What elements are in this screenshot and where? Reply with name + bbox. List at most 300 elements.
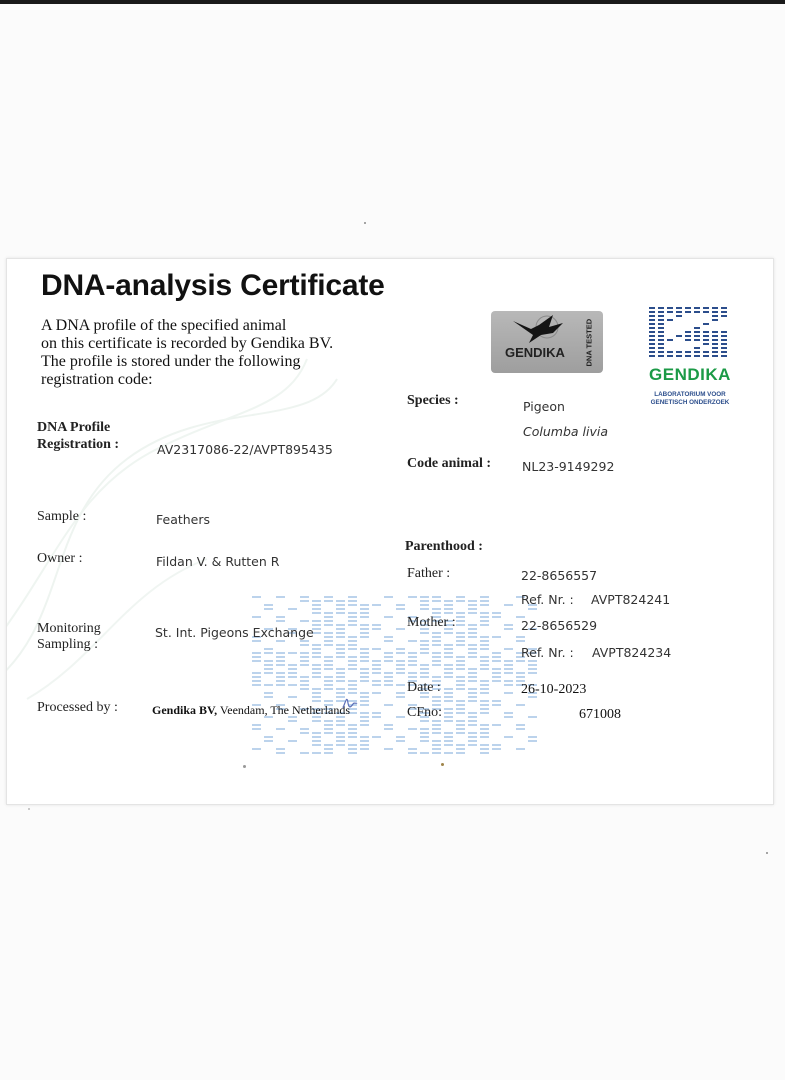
- pattern-dash: [252, 748, 261, 750]
- pattern-dash: [384, 676, 393, 678]
- pattern-dash: [396, 672, 405, 674]
- pattern-dash: [721, 335, 727, 337]
- pattern-dash: [649, 311, 655, 313]
- logo-tagline: [637, 391, 743, 406]
- logo-tagline-line: LABORATORIUM VOOR: [654, 391, 726, 398]
- pattern-dash: [324, 748, 333, 750]
- pattern-dash: [408, 752, 417, 754]
- pattern-dash: [676, 311, 682, 313]
- pattern-dash: [288, 696, 297, 698]
- pattern-dash: [649, 331, 655, 333]
- pattern-dash: [372, 716, 381, 718]
- species-label: Species :: [407, 393, 459, 408]
- parenthood-label: Parenthood :: [405, 539, 483, 554]
- pattern-dash: [492, 612, 501, 614]
- pattern-dash: [336, 724, 345, 726]
- badge-dna-tested: DNA TESTED: [584, 318, 594, 367]
- pattern-dash: [432, 752, 441, 754]
- pattern-dash: [396, 660, 405, 662]
- pattern-dash: [384, 636, 393, 638]
- pattern-dash: [396, 716, 405, 718]
- logo-tagline-line: GENETISCH ONDERZOEK: [650, 398, 730, 406]
- pattern-dash: [420, 732, 429, 734]
- pattern-dash: [504, 692, 513, 694]
- pattern-dash: [492, 660, 501, 662]
- pattern-dash: [676, 315, 682, 317]
- pattern-dash: [432, 640, 441, 642]
- pattern-dash: [456, 732, 465, 734]
- pattern-dash: [492, 680, 501, 682]
- pattern-dash: [504, 680, 513, 682]
- pattern-dash: [456, 676, 465, 678]
- pattern-dash: [528, 740, 537, 742]
- pattern-dash: [300, 752, 309, 754]
- pattern-dash: [492, 748, 501, 750]
- pattern-dash: [712, 319, 718, 321]
- pattern-dash: [336, 720, 345, 722]
- pattern-dash: [444, 656, 453, 658]
- pattern-dash: [408, 676, 417, 678]
- pattern-dash: [264, 660, 273, 662]
- pattern-dash: [396, 740, 405, 742]
- pattern-dash: [312, 700, 321, 702]
- pattern-dash: [703, 343, 709, 345]
- pattern-dash: [348, 748, 357, 750]
- pattern-dash: [348, 724, 357, 726]
- pattern-dash: [444, 608, 453, 610]
- pattern-dash: [658, 307, 664, 309]
- pattern-dash: [348, 744, 357, 746]
- pattern-dash: [694, 347, 700, 349]
- pattern-dash: [480, 624, 489, 626]
- logo-name: GENDIKA: [649, 365, 731, 384]
- pattern-dash: [658, 311, 664, 313]
- pattern-dash: [288, 608, 297, 610]
- code-animal-label: Code animal :: [407, 456, 491, 471]
- pattern-dash: [324, 660, 333, 662]
- pattern-dash: [432, 656, 441, 658]
- pattern-dash: [516, 660, 525, 662]
- pattern-dash: [324, 688, 333, 690]
- pattern-dash: [444, 744, 453, 746]
- pattern-dash: [444, 676, 453, 678]
- pattern-dash: [432, 652, 441, 654]
- pattern-dash: [312, 612, 321, 614]
- pattern-dash: [408, 672, 417, 674]
- pattern-dash: [432, 700, 441, 702]
- pattern-dash: [348, 616, 357, 618]
- species-latin-value: Columba livia: [523, 424, 608, 439]
- pattern-dash: [348, 660, 357, 662]
- pattern-dash: [456, 712, 465, 714]
- pattern-dash: [348, 624, 357, 626]
- pattern-dash: [516, 728, 525, 730]
- pattern-dash: [712, 315, 718, 317]
- pattern-dash: [360, 612, 369, 614]
- pattern-dash: [372, 692, 381, 694]
- pattern-dash: [288, 672, 297, 674]
- pattern-dash: [264, 692, 273, 694]
- father-value: 22-8656557: [521, 568, 598, 583]
- pattern-dash: [658, 319, 664, 321]
- pattern-dash: [312, 608, 321, 610]
- pattern-dash: [456, 656, 465, 658]
- pattern-dash: [432, 748, 441, 750]
- pattern-dash: [456, 636, 465, 638]
- pattern-dash: [276, 616, 285, 618]
- pattern-dash: [516, 672, 525, 674]
- pattern-dash: [480, 640, 489, 642]
- pattern-dash: [324, 684, 333, 686]
- pattern-dash: [694, 339, 700, 341]
- pattern-dash: [324, 744, 333, 746]
- pattern-dash: [312, 652, 321, 654]
- pattern-dash: [408, 596, 417, 598]
- pattern-dash: [432, 744, 441, 746]
- pattern-dash: [336, 604, 345, 606]
- pattern-dash: [456, 632, 465, 634]
- pattern-dash: [468, 608, 477, 610]
- pattern-dash: [456, 620, 465, 622]
- pattern-dash: [384, 640, 393, 642]
- pattern-dash: [456, 624, 465, 626]
- processed-label: Processed by :: [37, 700, 118, 715]
- pattern-dash: [372, 648, 381, 650]
- pattern-dash: [480, 744, 489, 746]
- pattern-dash: [685, 339, 691, 341]
- pattern-dash: [420, 596, 429, 598]
- pattern-dash: [312, 744, 321, 746]
- certificate-title: DNA-analysis Certificate: [41, 269, 385, 302]
- registration-label: Registration :: [37, 437, 120, 452]
- pattern-dash: [360, 724, 369, 726]
- pattern-dash: [649, 307, 655, 309]
- pattern-dash: [336, 636, 345, 638]
- pattern-dash: [456, 752, 465, 754]
- pattern-dash: [408, 660, 417, 662]
- pattern-dash: [712, 355, 718, 357]
- father-ref-label: Ref. Nr. :: [521, 592, 574, 607]
- pattern-dash: [324, 656, 333, 658]
- pattern-dash: [480, 660, 489, 662]
- pattern-dash: [348, 596, 357, 598]
- pattern-dash: [420, 672, 429, 674]
- pattern-dash: [384, 656, 393, 658]
- pattern-dash: [300, 656, 309, 658]
- pattern-dash: [468, 600, 477, 602]
- pattern-dash: [528, 716, 537, 718]
- pattern-dash: [420, 696, 429, 698]
- pattern-dash: [703, 355, 709, 357]
- pattern-dash: [712, 347, 718, 349]
- pattern-dash: [444, 740, 453, 742]
- pattern-dash: [721, 315, 727, 317]
- pattern-dash: [312, 664, 321, 666]
- pattern-dash: [300, 644, 309, 646]
- pattern-dash: [420, 604, 429, 606]
- pattern-dash: [336, 744, 345, 746]
- pattern-dash: [444, 644, 453, 646]
- pattern-dash: [324, 644, 333, 646]
- pattern-dash: [444, 688, 453, 690]
- pattern-dash: [252, 656, 261, 658]
- pattern-dash: [480, 596, 489, 598]
- pattern-dash: [276, 752, 285, 754]
- pattern-dash: [649, 335, 655, 337]
- pattern-dash: [456, 660, 465, 662]
- pattern-dash: [300, 620, 309, 622]
- pattern-dash: [396, 628, 405, 630]
- pattern-dash: [504, 664, 513, 666]
- pattern-dash: [384, 748, 393, 750]
- pattern-dash: [694, 355, 700, 357]
- pattern-dash: [432, 676, 441, 678]
- scan-speck: [766, 852, 768, 854]
- pattern-dash: [300, 660, 309, 662]
- pattern-dash: [504, 624, 513, 626]
- pattern-dash: [252, 724, 261, 726]
- pattern-dash: [504, 648, 513, 650]
- pattern-dash: [336, 676, 345, 678]
- pattern-dash: [703, 335, 709, 337]
- pattern-dash: [348, 732, 357, 734]
- pattern-dash: [396, 652, 405, 654]
- pattern-dash: [348, 688, 357, 690]
- pattern-dash: [420, 752, 429, 754]
- pattern-dash: [252, 672, 261, 674]
- cfno-value: 671008: [579, 707, 621, 722]
- pattern-dash: [360, 680, 369, 682]
- pattern-dash: [360, 748, 369, 750]
- pattern-dash: [480, 664, 489, 666]
- pattern-dash: [264, 696, 273, 698]
- pattern-dash: [360, 604, 369, 606]
- pattern-dash: [360, 720, 369, 722]
- mother-ref-label: Ref. Nr. :: [521, 645, 574, 660]
- pattern-dash: [360, 704, 369, 706]
- pattern-dash: [348, 644, 357, 646]
- pattern-dash: [456, 700, 465, 702]
- pattern-dash: [396, 736, 405, 738]
- sample-value: Feathers: [156, 512, 211, 527]
- pattern-dash: [456, 744, 465, 746]
- pattern-dash: [658, 347, 664, 349]
- pattern-dash: [721, 343, 727, 345]
- pattern-dash: [658, 355, 664, 357]
- pattern-dash: [480, 604, 489, 606]
- pattern-dash: [685, 307, 691, 309]
- pattern-dash: [456, 680, 465, 682]
- pattern-dash: [468, 688, 477, 690]
- pattern-dash: [456, 748, 465, 750]
- pattern-dash: [300, 684, 309, 686]
- stamp-dot: [243, 765, 246, 768]
- pattern-dash: [649, 315, 655, 317]
- pattern-dash: [721, 351, 727, 353]
- pattern-dash: [712, 335, 718, 337]
- pattern-dash: [312, 740, 321, 742]
- pattern-dash: [480, 680, 489, 682]
- pattern-dash: [480, 700, 489, 702]
- pattern-dash: [492, 676, 501, 678]
- pattern-dash: [276, 676, 285, 678]
- pattern-dash: [420, 632, 429, 634]
- pattern-dash: [336, 612, 345, 614]
- pattern-dash: [336, 644, 345, 646]
- pattern-dash: [372, 660, 381, 662]
- pattern-dash: [336, 624, 345, 626]
- pattern-dash: [649, 323, 655, 325]
- gendika-logo: [643, 307, 737, 406]
- pattern-dash: [348, 728, 357, 730]
- pattern-dash: [372, 712, 381, 714]
- pattern-dash: [408, 664, 417, 666]
- pattern-dash: [348, 684, 357, 686]
- pattern-dash: [658, 323, 664, 325]
- pattern-dash: [312, 736, 321, 738]
- pattern-dash: [480, 688, 489, 690]
- pattern-dash: [504, 668, 513, 670]
- pattern-dash: [649, 339, 655, 341]
- pattern-dash: [492, 636, 501, 638]
- pattern-dash: [420, 676, 429, 678]
- pattern-dash: [516, 704, 525, 706]
- pattern-dash: [264, 648, 273, 650]
- pattern-dash: [372, 664, 381, 666]
- pattern-dash: [252, 728, 261, 730]
- pattern-dash: [396, 684, 405, 686]
- pattern-dash: [264, 684, 273, 686]
- pattern-dash: [336, 656, 345, 658]
- pattern-dash: [276, 656, 285, 658]
- pattern-dash: [456, 612, 465, 614]
- pattern-dash: [667, 339, 673, 341]
- pattern-dash: [456, 668, 465, 670]
- pattern-dash: [480, 748, 489, 750]
- pattern-dash: [694, 311, 700, 313]
- pattern-dash: [504, 712, 513, 714]
- pattern-dash: [685, 355, 691, 357]
- pattern-dash: [504, 736, 513, 738]
- pattern-dash: [480, 616, 489, 618]
- pattern-dash: [712, 307, 718, 309]
- pattern-dash: [300, 664, 309, 666]
- pattern-dash: [300, 680, 309, 682]
- pattern-dash: [396, 648, 405, 650]
- date-label: Date :: [407, 680, 441, 695]
- monitoring-label: Monitoring: [37, 621, 101, 636]
- pattern-dash: [492, 652, 501, 654]
- pattern-dash: [324, 676, 333, 678]
- pattern-dash: [516, 640, 525, 642]
- pattern-dash: [676, 351, 682, 353]
- owner-label: Owner :: [37, 551, 83, 566]
- pattern-dash: [468, 676, 477, 678]
- pattern-dash: [408, 748, 417, 750]
- pattern-dash: [444, 720, 453, 722]
- pattern-dash: [694, 335, 700, 337]
- monitoring-label: Sampling :: [37, 637, 99, 652]
- pattern-dash: [360, 740, 369, 742]
- pattern-dash: [703, 339, 709, 341]
- pattern-dash: [420, 648, 429, 650]
- pattern-dash: [456, 720, 465, 722]
- pattern-dash: [432, 740, 441, 742]
- pattern-dash: [492, 668, 501, 670]
- pattern-dash: [432, 696, 441, 698]
- pattern-dash: [372, 736, 381, 738]
- pattern-dash: [324, 620, 333, 622]
- pattern-dash: [667, 319, 673, 321]
- pattern-dash: [324, 632, 333, 634]
- pattern-dash: [324, 752, 333, 754]
- pattern-dash: [360, 616, 369, 618]
- pattern-dash: [408, 656, 417, 658]
- pattern-dash: [312, 668, 321, 670]
- pattern-dash: [468, 744, 477, 746]
- pattern-dash: [721, 355, 727, 357]
- pattern-dash: [300, 688, 309, 690]
- pattern-dash: [480, 648, 489, 650]
- processed-value-location: Veendam, The Netherlands: [217, 703, 350, 717]
- pattern-dash: [444, 736, 453, 738]
- pattern-dash: [658, 335, 664, 337]
- pattern-dash: [504, 672, 513, 674]
- pattern-dash: [348, 648, 357, 650]
- sample-label: Sample :: [37, 509, 87, 524]
- pattern-dash: [456, 684, 465, 686]
- pattern-dash: [694, 327, 700, 329]
- date-value: 26-10-2023: [521, 682, 587, 697]
- pattern-dash: [480, 728, 489, 730]
- pattern-dash: [300, 728, 309, 730]
- pattern-dash: [444, 652, 453, 654]
- pattern-dash: [432, 608, 441, 610]
- pattern-dash: [348, 680, 357, 682]
- pattern-dash: [360, 716, 369, 718]
- pattern-dash: [432, 724, 441, 726]
- pattern-dash: [348, 656, 357, 658]
- pattern-dash: [384, 728, 393, 730]
- pattern-dash: [360, 736, 369, 738]
- pattern-dash: [468, 732, 477, 734]
- pattern-dash: [516, 748, 525, 750]
- processed-value-company: Gendika BV,: [152, 703, 218, 717]
- pattern-dash: [703, 323, 709, 325]
- pattern-dash: [468, 624, 477, 626]
- pattern-dash: [667, 311, 673, 313]
- pattern-dash: [384, 704, 393, 706]
- pattern-dash: [676, 335, 682, 337]
- pattern-dash: [324, 616, 333, 618]
- pattern-dash: [685, 311, 691, 313]
- pattern-dash: [468, 628, 477, 630]
- pattern-dash: [468, 656, 477, 658]
- pattern-dash: [649, 355, 655, 357]
- pattern-dash: [685, 335, 691, 337]
- pattern-dash: [468, 632, 477, 634]
- pattern-dash: [528, 668, 537, 670]
- pattern-dash: [480, 692, 489, 694]
- pattern-dash: [396, 604, 405, 606]
- pattern-dash: [456, 596, 465, 598]
- pattern-dash: [312, 600, 321, 602]
- pattern-dash: [468, 724, 477, 726]
- pattern-dash: [360, 628, 369, 630]
- pattern-dash: [444, 668, 453, 670]
- pattern-dash: [420, 608, 429, 610]
- pattern-dash: [252, 596, 261, 598]
